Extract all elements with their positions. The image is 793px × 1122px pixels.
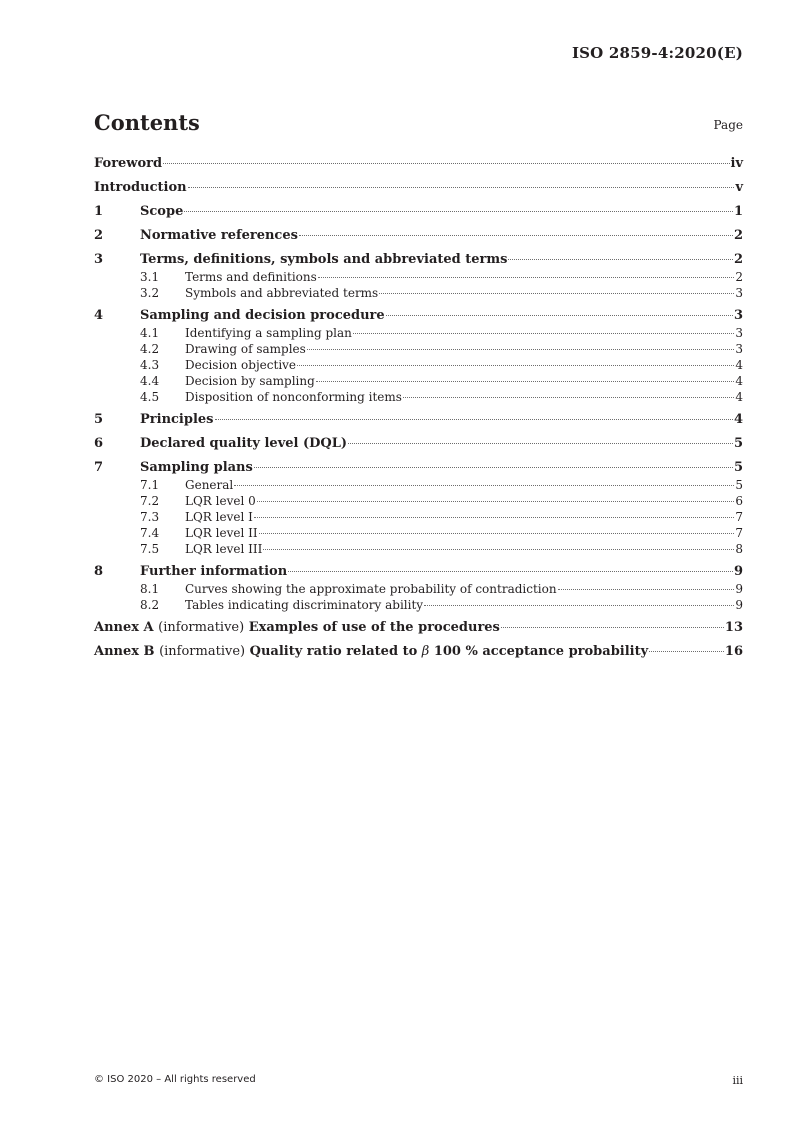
toc-entry-8[interactable] xyxy=(94,563,743,581)
toc-entry-page: 3 xyxy=(735,286,743,300)
toc-entry-title: Disposition of nonconforming items xyxy=(185,390,402,404)
dot-leader xyxy=(316,381,735,382)
toc-entry-page: 9 xyxy=(735,598,743,612)
toc-entry-8-2[interactable] xyxy=(94,597,743,613)
toc-entry-title: Further information xyxy=(140,564,288,579)
toc-entry-number: 4.3 xyxy=(140,358,160,372)
toc-entry-number: 3.1 xyxy=(140,270,160,284)
toc-entry-number: 4.5 xyxy=(140,390,160,404)
toc-entry-title: Drawing of samples xyxy=(185,342,306,356)
dot-leader xyxy=(259,533,735,534)
beta-symbol: β xyxy=(421,644,430,659)
dot-leader xyxy=(424,605,734,606)
toc-entry-title: LQR level II xyxy=(185,526,258,540)
table-of-contents xyxy=(94,155,743,661)
toc-entry-7-2[interactable] xyxy=(94,493,743,509)
toc-entry-page: 4 xyxy=(735,374,743,388)
toc-entry-page: 2 xyxy=(735,270,743,284)
dot-leader xyxy=(188,187,735,188)
dot-leader xyxy=(263,549,734,550)
toc-entry-title: Identifying a sampling plan xyxy=(185,326,352,340)
toc-entry-annex-a[interactable] xyxy=(94,619,743,637)
dot-leader xyxy=(184,211,733,212)
dot-leader xyxy=(353,333,735,334)
toc-entry-annex-b[interactable] xyxy=(94,643,743,661)
toc-entry-title: Decision objective xyxy=(185,358,297,372)
annex-title-continued: 100 % acceptance probability xyxy=(433,644,649,659)
dot-leader xyxy=(288,571,733,572)
contents-heading-row xyxy=(94,110,743,135)
toc-entry-page: 3 xyxy=(733,308,743,323)
toc-entry-title: Terms, definitions, symbols and abbreviated terms xyxy=(140,252,508,267)
toc-entry-number: 4.1 xyxy=(140,326,160,340)
toc-entry-page: 2 xyxy=(733,252,743,267)
toc-entry-title: LQR level III xyxy=(185,542,263,556)
toc-entry-4-4[interactable] xyxy=(94,373,743,389)
toc-entry-1[interactable] xyxy=(94,203,743,221)
annex-prefix: Annex A xyxy=(94,620,154,635)
dot-leader xyxy=(318,277,735,278)
toc-entry-title: Foreword xyxy=(94,156,163,171)
page-column-label: Page xyxy=(713,118,743,132)
annex-title: Quality ratio related to xyxy=(249,644,418,659)
dot-leader xyxy=(254,467,733,468)
toc-entry-page: 4 xyxy=(735,358,743,372)
toc-entry-number: 7 xyxy=(94,460,104,475)
toc-entry-number: 1 xyxy=(94,204,104,219)
dot-leader xyxy=(649,651,724,652)
toc-entry-page: 13 xyxy=(724,620,743,635)
toc-entry-number: 8.1 xyxy=(140,582,160,596)
toc-entry-title: LQR level 0 xyxy=(185,494,256,508)
toc-entry-7[interactable] xyxy=(94,459,743,477)
toc-entry-number: 4.2 xyxy=(140,342,160,356)
toc-entry-page: 7 xyxy=(735,510,743,524)
toc-entry-3[interactable] xyxy=(94,251,743,269)
toc-entry-page: 5 xyxy=(733,460,743,475)
toc-entry-2[interactable] xyxy=(94,227,743,245)
dot-leader xyxy=(501,627,724,628)
toc-entry-7-1[interactable] xyxy=(94,477,743,493)
toc-entry-4-3[interactable] xyxy=(94,357,743,373)
toc-entry-page: 8 xyxy=(735,542,743,556)
toc-entry-title: Introduction xyxy=(94,180,187,195)
toc-entry-number: 7.5 xyxy=(140,542,160,556)
toc-entry-title: Principles xyxy=(140,412,214,427)
dot-leader xyxy=(558,589,735,590)
toc-entry-page: 6 xyxy=(735,494,743,508)
toc-entry-5[interactable] xyxy=(94,411,743,429)
toc-entry-title xyxy=(94,619,500,637)
toc-entry-number: 7.1 xyxy=(140,478,160,492)
toc-entry-number: 4.4 xyxy=(140,374,160,388)
toc-entry-4-5[interactable] xyxy=(94,389,743,405)
toc-entry-title: LQR level I xyxy=(185,510,253,524)
toc-entry-page: v xyxy=(735,180,743,195)
toc-entry-page: 9 xyxy=(735,582,743,596)
toc-entry-title xyxy=(94,643,648,661)
annex-prefix: Annex B xyxy=(94,644,155,659)
toc-entry-6[interactable] xyxy=(94,435,743,453)
toc-entry-page: 2 xyxy=(733,228,743,243)
toc-entry-page: 1 xyxy=(733,204,743,219)
dot-leader xyxy=(508,259,732,260)
toc-entry-title: Decision by sampling xyxy=(185,374,315,388)
toc-entry-title: Terms and definitions xyxy=(185,270,317,284)
toc-entry-title: Sampling and decision procedure xyxy=(140,308,385,323)
toc-entry-4-2[interactable] xyxy=(94,341,743,357)
toc-entry-title: Scope xyxy=(140,204,184,219)
toc-entry-page: 16 xyxy=(724,644,743,659)
toc-entry-page: 3 xyxy=(735,326,743,340)
toc-entry-number: 6 xyxy=(94,436,104,451)
toc-entry-title: Normative references xyxy=(140,228,298,243)
toc-entry-title: General xyxy=(185,478,234,492)
toc-entry-page: 3 xyxy=(735,342,743,356)
toc-entry-page: 4 xyxy=(733,412,743,427)
toc-entry-number: 8.2 xyxy=(140,598,160,612)
toc-entry-7-5[interactable] xyxy=(94,541,743,557)
dot-leader xyxy=(307,349,735,350)
dot-leader xyxy=(297,365,734,366)
dot-leader xyxy=(257,501,735,502)
toc-entry-number: 5 xyxy=(94,412,104,427)
toc-entry-8-1[interactable] xyxy=(94,581,743,597)
dot-leader xyxy=(299,235,733,236)
toc-entry-3-2[interactable] xyxy=(94,285,743,301)
toc-entry-number: 3.2 xyxy=(140,286,160,300)
page-number: iii xyxy=(732,1074,743,1087)
toc-entry-page: 4 xyxy=(735,390,743,404)
copyright-notice: © ISO 2020 – All rights reserved xyxy=(94,1074,256,1085)
dot-leader xyxy=(215,419,733,420)
toc-entry-title: Sampling plans xyxy=(140,460,253,475)
toc-entry-page: 5 xyxy=(733,436,743,451)
toc-entry-page: 9 xyxy=(733,564,743,579)
toc-entry-title: Curves showing the approximate probability of contradiction xyxy=(185,582,557,596)
toc-entry-introduction[interactable] xyxy=(94,179,743,197)
dot-leader xyxy=(163,163,729,164)
toc-entry-number: 7.4 xyxy=(140,526,160,540)
dot-leader xyxy=(403,397,734,398)
dot-leader xyxy=(379,293,734,294)
contents-title: Contents xyxy=(94,110,200,135)
toc-entry-number: 8 xyxy=(94,564,104,579)
toc-entry-title: Declared quality level (DQL) xyxy=(140,436,348,451)
annex-note: (informative) xyxy=(158,620,245,635)
toc-entry-4[interactable] xyxy=(94,307,743,325)
dot-leader xyxy=(234,485,734,486)
annex-note: (informative) xyxy=(159,644,246,659)
toc-entry-number: 4 xyxy=(94,308,104,323)
toc-entry-7-3[interactable] xyxy=(94,509,743,525)
toc-entry-number: 7.3 xyxy=(140,510,160,524)
toc-entry-number: 2 xyxy=(94,228,104,243)
annex-title: Examples of use of the procedures xyxy=(248,620,500,635)
toc-entry-7-4[interactable] xyxy=(94,525,743,541)
dot-leader xyxy=(348,443,733,444)
toc-entry-foreword[interactable] xyxy=(94,155,743,173)
dot-leader xyxy=(386,315,733,316)
toc-entry-title: Tables indicating discriminatory ability xyxy=(185,598,424,612)
toc-entry-page: 7 xyxy=(735,526,743,540)
toc-entry-4-1[interactable] xyxy=(94,325,743,341)
toc-entry-number: 7.2 xyxy=(140,494,160,508)
toc-entry-title: Symbols and abbreviated terms xyxy=(185,286,379,300)
page-footer xyxy=(94,1074,743,1087)
toc-entry-page: iv xyxy=(730,156,743,171)
document-id: ISO 2859-4:2020(E) xyxy=(571,44,743,62)
dot-leader xyxy=(254,517,734,518)
toc-entry-3-1[interactable] xyxy=(94,269,743,285)
toc-entry-number: 3 xyxy=(94,252,104,267)
toc-entry-page: 5 xyxy=(735,478,743,492)
